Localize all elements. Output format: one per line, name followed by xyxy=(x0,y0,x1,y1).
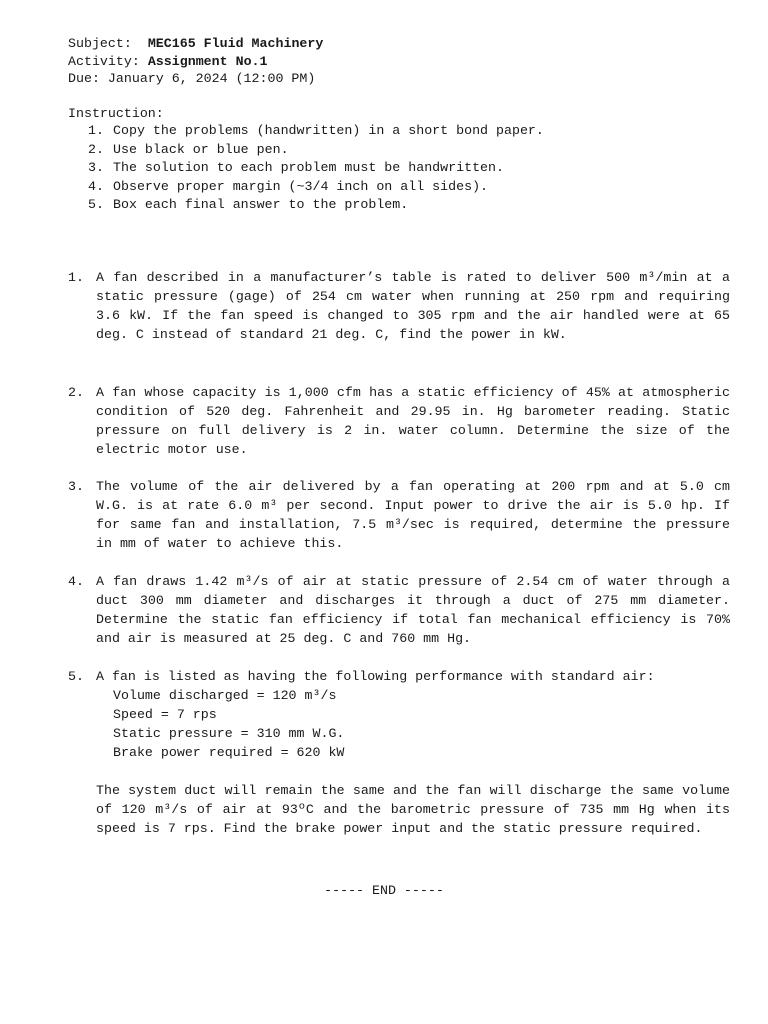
instruction-item xyxy=(88,122,544,141)
problem-text: A fan is listed as having the following performance with standard air: xyxy=(96,669,655,684)
instruction-number: 4. xyxy=(88,178,104,194)
instruction-number: 5. xyxy=(88,197,104,212)
problem-number: 4. xyxy=(68,574,84,589)
problem-5 xyxy=(68,667,730,762)
problem-text: A fan whose capacity is 1,000 cfm has a static efficiency of 45% at atmospheric condition of 520 deg. Fahrenheit and 29.95 in. Hg barometer reading. Static pressure on full delivery is 2 in. water column. Determine the size of the electric motor use. xyxy=(96,385,730,457)
problem-number: 2. xyxy=(68,385,84,400)
instruction-item xyxy=(88,159,544,178)
activity-line xyxy=(68,53,323,71)
instructions-title: Instruction: xyxy=(68,106,164,121)
due-date: Due: January 6, 2024 (12:00 PM) xyxy=(68,71,316,86)
problem-2 xyxy=(68,383,730,459)
instruction-number: 3. xyxy=(88,160,104,175)
problem-5-followup: The system duct will remain the same and the fan will discharge the same volume of 120 m³/s of air at 93ºC and the barometric pressure of 735 mm Hg when its speed is 7 rps. Find the brake power input and the static pressure required. xyxy=(96,783,730,836)
problem-number: 5. xyxy=(68,669,84,684)
problem-1 xyxy=(68,268,730,344)
end-marker: ----- END ----- xyxy=(324,883,444,898)
instruction-number: 1. xyxy=(88,123,104,138)
instruction-text: Observe proper margin (~3/4 inch on all sides). xyxy=(113,178,489,194)
instruction-text: Use black or blue pen. xyxy=(113,141,289,157)
instruction-text: Box each final answer to the problem. xyxy=(113,197,409,212)
problem-number: 3. xyxy=(68,479,84,494)
performance-item: Brake power required = 620 kW xyxy=(113,745,345,760)
instruction-text: Copy the problems (handwritten) in a short bond paper. xyxy=(113,123,544,138)
instruction-item xyxy=(88,196,544,215)
instruction-item xyxy=(88,141,544,160)
instruction-number: 2. xyxy=(88,141,104,157)
problem-text: A fan described in a manufacturer’s table is rated to deliver 500 m³/min at a static pressure (gage) of 254 cm water when running at 250 rpm and requiring 3.6 kW. If the fan speed is changed to 305 rpm and the air handled were at 65 deg. C instead of standard 21 deg. C, find the power in kW. xyxy=(96,270,730,342)
subject-value: MEC165 Fluid Machinery xyxy=(147,36,324,51)
performance-item: Speed = 7 rps xyxy=(113,707,217,722)
performance-item: Volume discharged = 120 m³/s xyxy=(113,688,337,703)
subject-label: Subject: xyxy=(68,36,132,51)
problem-3 xyxy=(68,477,730,553)
problem-4 xyxy=(68,572,730,648)
problem-text: A fan draws 1.42 m³/s of air at static pressure of 2.54 cm of water through a duct 300 mm diameter and discharges it through a duct of 275 mm diameter. Determine the static fan efficiency if total fan mechanical efficiency is 70% and air is measured at 25 deg. C and 760 mm Hg. xyxy=(96,574,730,646)
activity-value: Assignment No.1 xyxy=(147,53,268,69)
instruction-item xyxy=(88,178,544,197)
problem-number: 1. xyxy=(68,270,84,285)
instructions-list xyxy=(88,122,544,215)
assignment-header xyxy=(68,35,323,88)
fan-performance-list xyxy=(113,686,730,762)
instruction-text: The solution to each problem must be handwritten. xyxy=(113,160,504,175)
performance-item: Static pressure = 310 mm W.G. xyxy=(113,726,345,741)
problem-text: The volume of the air delivered by a fan operating at 200 rpm and at 5.0 cm W.G. is at rate 6.0 m³ per second. Input power to drive the air is 5.0 hp. If for same fan and installation, 7.5 m³/sec is required, determine the pressure in mm of water to achieve this. xyxy=(96,479,730,551)
subject-line xyxy=(68,35,323,53)
activity-label: Activity: xyxy=(68,53,140,69)
